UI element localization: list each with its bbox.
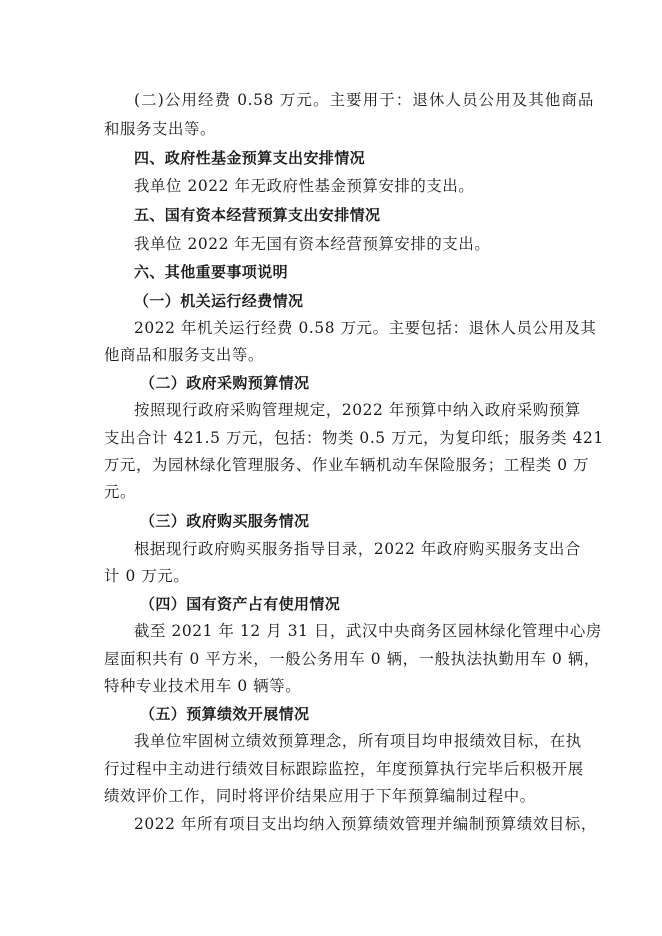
body-text-line: 我单位 2022 年无国有资本经营预算安排的支出。 <box>134 235 491 253</box>
body-text-line: 和服务支出等。 <box>104 120 216 138</box>
section-heading: 五、国有资本经营预算支出安排情况 <box>134 206 381 224</box>
body-text-line: 特种专业技术用车 0 辆等。 <box>104 677 302 695</box>
subsection-heading: （五）预算绩效开展情况 <box>140 705 310 723</box>
section-heading: 四、政府性基金预算支出安排情况 <box>134 149 366 167</box>
body-text-line: 行过程中主动进行绩效目标跟踪监控，年度预算执行完毕后积极开展 <box>104 760 584 778</box>
body-text-line: 2022 年机关运行经费 0.58 万元。主要包括：退休人员公用及其 <box>134 319 597 337</box>
body-text-line: 支出合计 421.5 万元，包括：物类 0.5 万元，为复印纸；服务类 421 <box>104 429 604 447</box>
body-text-line: 元。 <box>104 483 136 501</box>
subsection-heading: （二）政府采购预算情况 <box>140 374 310 392</box>
section-heading: 六、其他重要事项说明 <box>134 263 289 281</box>
body-text-line: (二)公用经费 0.58 万元。主要用于：退休人员公用及其他商品 <box>134 91 594 109</box>
body-text-line: 万元，为园林绿化管理服务、作业车辆机动车保险服务；工程类 0 万 <box>104 456 590 474</box>
body-text-line: 2022 年所有项目支出均纳入预算绩效管理并编制预算绩效目标， <box>134 815 597 833</box>
subsection-heading: （四）国有资产占有使用情况 <box>140 595 341 613</box>
body-text-line: 计 0 万元。 <box>104 567 190 585</box>
body-text-line: 按照现行政府采购管理规定，2022 年预算中纳入政府采购预算 <box>134 401 581 419</box>
body-text-line: 绩效评价工作，同时将评价结果应用于下年预算编制过程中。 <box>104 787 536 805</box>
body-text-line: 我单位牢固树立绩效预算理念，所有项目均申报绩效目标，在执 <box>134 732 582 750</box>
subsection-heading: （三）政府购买服务情况 <box>140 512 310 530</box>
body-text-line: 我单位 2022 年无政府性基金预算安排的支出。 <box>134 177 475 195</box>
body-text-line: 屋面积共有 0 平方米，一般公务用车 0 辆，一般执法执勤用车 0 辆， <box>104 650 600 668</box>
body-text-line: 截至 2021 年 12 月 31 日，武汉中央商务区园林绿化管理中心房 <box>134 622 602 640</box>
body-text-line: 根据现行政府购买服务指导目录，2022 年政府购买服务支出合 <box>134 540 581 558</box>
subsection-heading: （一）机关运行经费情况 <box>134 292 304 310</box>
body-text-line: 他商品和服务支出等。 <box>104 346 264 364</box>
